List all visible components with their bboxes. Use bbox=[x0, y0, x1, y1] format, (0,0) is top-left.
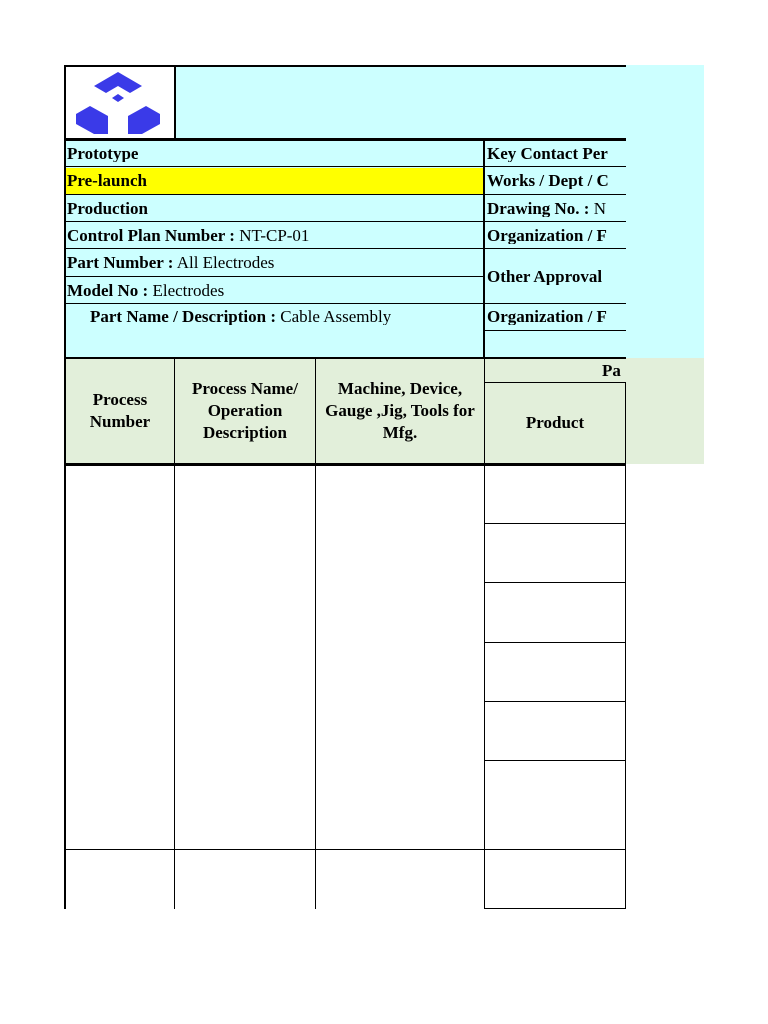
drawing-no-row bbox=[487, 200, 625, 217]
control-plan-label: Control Plan Number : bbox=[67, 227, 235, 244]
other-approval-label: Other Approval bbox=[487, 268, 603, 285]
column-process-number: Process Number bbox=[89, 390, 151, 431]
organization-label-2: Organization / F bbox=[487, 308, 607, 325]
part-number-value: All Electrodes bbox=[176, 254, 275, 271]
page-margin bbox=[625, 464, 768, 1024]
part-number-row bbox=[67, 254, 274, 271]
part-number-label: Part Number : bbox=[67, 254, 174, 271]
control-plan-value: NT-CP-01 bbox=[239, 227, 310, 244]
model-no-value: Electrodes bbox=[152, 282, 225, 299]
drawing-no-value: N bbox=[593, 200, 606, 217]
drawing-no-label: Drawing No. : bbox=[487, 200, 590, 217]
model-no-row bbox=[67, 282, 224, 299]
company-logo-icon bbox=[72, 70, 164, 136]
model-no-label: Model No : bbox=[67, 282, 149, 299]
prototype-label: Prototype bbox=[67, 145, 139, 162]
part-name-row bbox=[90, 308, 391, 325]
organization-label-1: Organization / F bbox=[487, 227, 607, 244]
part-name-label: Part Name / Description : bbox=[90, 308, 277, 325]
control-plan-row bbox=[67, 227, 309, 244]
key-contact-label: Key Contact Per bbox=[487, 145, 608, 162]
column-process-name: Process Name/ Operation Description bbox=[192, 379, 298, 442]
part-name-value: Cable Assembly bbox=[280, 308, 392, 325]
column-machine: Machine, Device, Gauge ,Jig, Tools for Mfg. bbox=[325, 379, 475, 442]
column-characteristics-partial: Pa bbox=[602, 362, 621, 379]
prelaunch-label: Pre-launch bbox=[67, 172, 147, 189]
column-product: Product bbox=[525, 413, 585, 432]
production-label: Production bbox=[67, 200, 148, 217]
works-dept-label: Works / Dept / C bbox=[487, 172, 609, 189]
